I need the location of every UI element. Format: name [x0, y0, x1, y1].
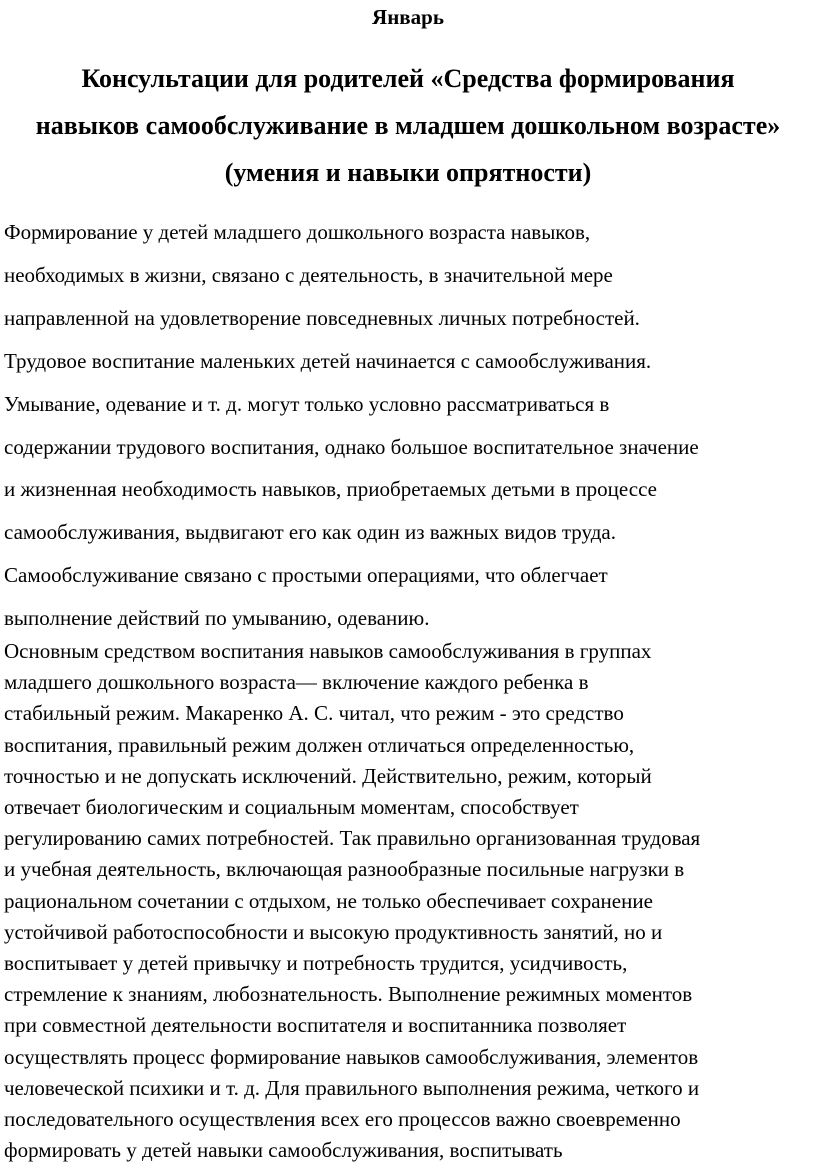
- text-line: воспитывает у детей привычку и потребность трудится, усидчивость,: [4, 951, 628, 976]
- text-line: выполнение действий по умыванию, одеванию.: [4, 606, 430, 631]
- text-line: самообслуживания, выдвигают его как один из важных видов труда.: [4, 520, 616, 545]
- text-line: рациональном сочетании с отдыхом, не только обеспечивает сохранение: [4, 888, 653, 913]
- text-line: регулированию самих потребностей. Так правильно организованная трудовая: [4, 826, 701, 851]
- paragraph-intro: [4, 211, 816, 640]
- text-line: формировать у детей навыки самообслуживания, воспитывать: [4, 1138, 563, 1163]
- text-line: и жизненная необходимость навыков, приобретаемых детьми в процессе: [4, 477, 657, 502]
- month-heading: Январь: [372, 5, 444, 29]
- text-line: направленной на удовлетворение повседневных личных потребностей.: [4, 305, 640, 330]
- title-line: Консультации для родителей «Средства формирования: [81, 64, 735, 93]
- text-line: стремление к знаниям, любознательность. Выполнение режимных моментов: [4, 982, 693, 1007]
- text-line: воспитания, правильный режим должен отличаться определенностью,: [4, 732, 635, 757]
- text-line: устойчивой работоспособности и высокую продуктивность занятий, но и: [4, 919, 663, 944]
- text-line: содержании трудового воспитания, однако большое воспитательное значение: [4, 434, 699, 459]
- text-line: при совместной деятельности воспитателя и воспитанника позволяет: [4, 1013, 627, 1038]
- text-line: Трудовое воспитание маленьких детей начинается с самообслуживания.: [4, 348, 652, 373]
- document-title: [0, 55, 816, 196]
- text-line: младшего дошкольного возраста— включение каждого ребенка в: [4, 670, 589, 695]
- text-line: человеческой психики и т. д. Для правильного выполнения режима, четкого и: [4, 1075, 700, 1100]
- title-line: навыков самообслуживание в младшем дошкольном возрасте»: [35, 111, 781, 140]
- text-line: необходимых в жизни, связано с деятельность, в значительной мере: [4, 262, 613, 287]
- paragraph-main: [4, 636, 816, 1166]
- text-line: и учебная деятельность, включающая разнообразные посильные нагрузки в: [4, 857, 685, 882]
- text-line: точностью и не допускать исключений. Действительно, режим, который: [4, 763, 652, 788]
- text-line: стабильный режим. Макаренко А. С. читал, что режим - это средство: [4, 701, 624, 726]
- text-line: осуществлять процесс формирование навыков самообслуживания, элементов: [4, 1044, 699, 1069]
- text-line: Умывание, одевание и т. д. могут только условно рассматриваться в: [4, 391, 610, 416]
- text-line: Формирование у детей младшего дошкольного возраста навыков,: [4, 220, 591, 244]
- text-line: последовательного осуществления всех его процессов важно своевременно: [4, 1107, 681, 1132]
- text-line: Основным средством воспитания навыков самообслуживания в группах: [4, 639, 652, 663]
- text-line: Самообслуживание связано с простыми операциями, что облегчает: [4, 563, 608, 588]
- text-line: отвечает биологическим и социальным моментам, способствует: [4, 795, 579, 820]
- title-line: (умения и навыки опрятности): [224, 158, 592, 187]
